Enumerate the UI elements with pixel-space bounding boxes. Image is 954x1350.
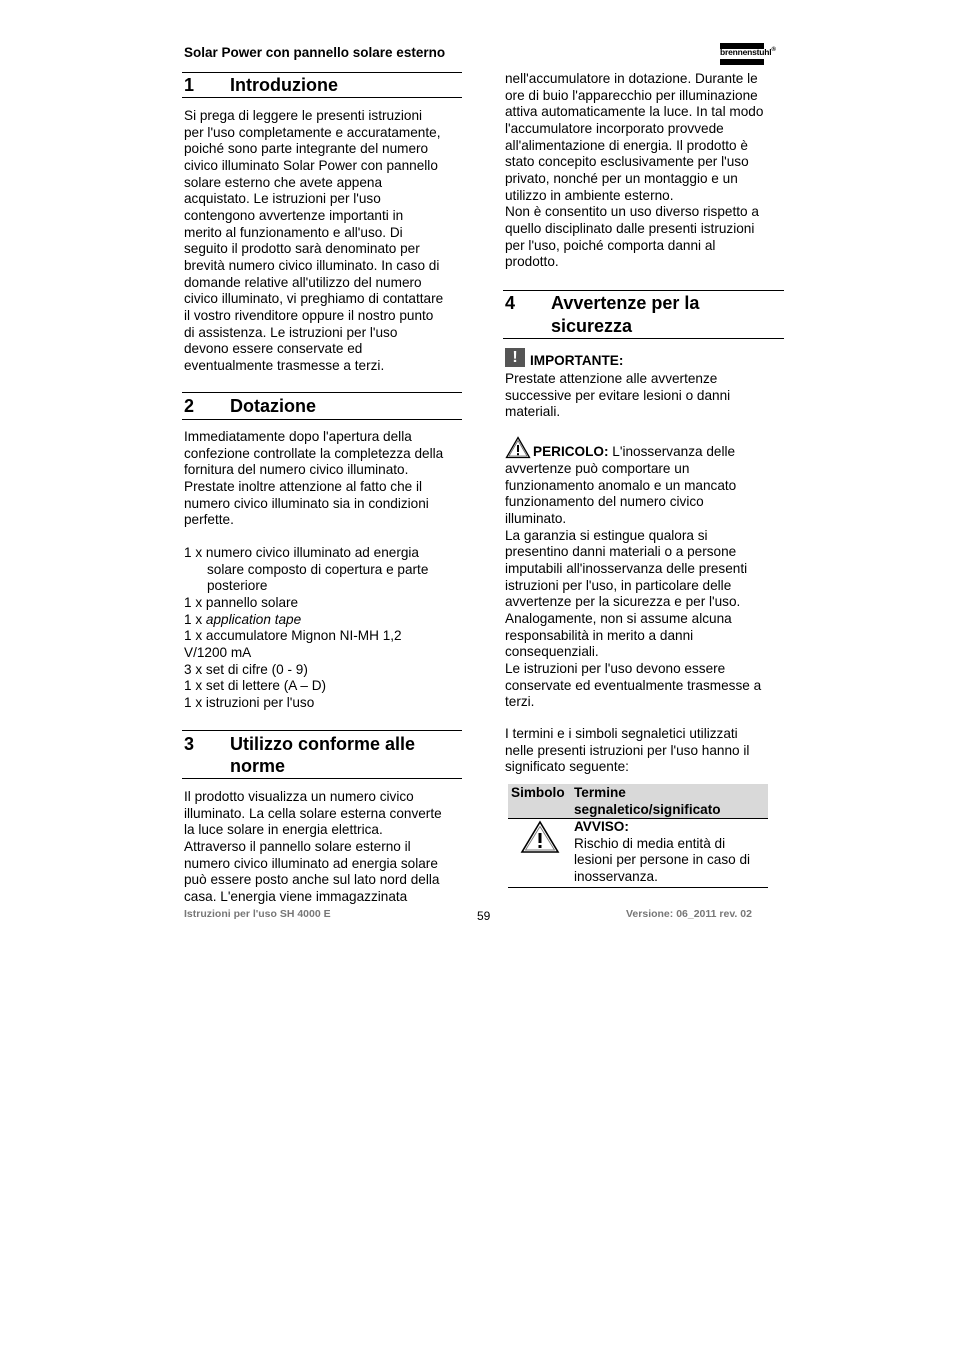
- text-line: di assistenza. Le istruzioni per l'uso: [184, 324, 398, 340]
- danger-first-line: [533, 444, 735, 461]
- text-line: Immediatamente dopo l'apertura della: [184, 429, 412, 444]
- text-line: Le istruzioni per l'uso devono essere: [505, 660, 726, 676]
- section-title: Dotazione: [230, 396, 317, 416]
- section-title: Introduzione: [230, 75, 338, 95]
- danger-label: PERICOLO:: [533, 444, 609, 459]
- text-line: istruzioni per l'uso, in particolare delle: [505, 577, 732, 593]
- text-line: solare esterno che avete appena: [184, 174, 383, 190]
- table-header-term: [574, 785, 764, 818]
- section-3-text: [184, 789, 464, 906]
- list-item: 1 x pannello solare: [184, 594, 299, 610]
- text-line: lesioni per persone in caso di: [574, 852, 751, 868]
- registered-mark: ®: [771, 47, 776, 54]
- text-line: seguito il prodotto sarà denominato per: [184, 241, 420, 257]
- text-line: Si prega di leggere le presenti istruzioni: [184, 108, 423, 123]
- text-line: responsabilità in merito a danni: [505, 627, 694, 643]
- text-line: consequenziali.: [505, 644, 599, 660]
- text-line: civico illuminato, vi preghiamo di contattare: [184, 291, 444, 307]
- section-title: Utilizzo conforme alle: [230, 734, 416, 754]
- text-line: ore di buio l'apparecchio per illuminazione: [505, 87, 758, 103]
- text-line: poiché sono parte integrante del numero: [184, 141, 429, 157]
- section-title: sicurezza: [551, 316, 633, 336]
- section-number: 3: [184, 734, 195, 754]
- text-line: l'accumulatore incorporato provvede: [505, 120, 724, 136]
- list-item: 1 x istruzioni per l'uso: [184, 694, 315, 710]
- list-item: [184, 612, 464, 629]
- section-title: Avvertenze per la: [551, 293, 700, 313]
- section-number: 4: [505, 293, 516, 313]
- signal-word: AVVISO:: [574, 819, 629, 834]
- text-line: domande relative all'utilizzo del numero: [184, 274, 422, 290]
- text-line: imputabili all'inosservanza delle presenti: [505, 560, 748, 576]
- section-2-heading: [182, 392, 462, 420]
- text-line: presentino danni materiali o a persone: [505, 544, 737, 560]
- section-1-text: [184, 108, 464, 375]
- text-line: funzionamento del numero civico: [505, 494, 704, 510]
- text-line: attiva automaticamente la luce. In tal modo: [505, 104, 764, 120]
- section-3-heading: [182, 730, 462, 779]
- text-line: Attraverso il pannello solare esterno il: [184, 838, 411, 854]
- list-item-continuation: posteriore: [207, 578, 268, 594]
- text-line: inosservanza.: [574, 868, 658, 884]
- footer-manual-id: Istruzioni per l'uso SH 4000 E: [184, 908, 331, 920]
- table-header-row: [508, 784, 768, 819]
- text-line: perfette.: [184, 512, 234, 528]
- list-item-italic: application tape: [205, 611, 302, 627]
- important-label: IMPORTANTE:: [530, 353, 624, 368]
- text-line: avvertenze per la sicurezza e per l'uso.: [505, 594, 741, 610]
- text-line: confezione controllate la completezza della: [184, 445, 444, 461]
- danger-text: [505, 461, 785, 711]
- contents-list: [184, 545, 464, 712]
- text-line: funzionamento anomalo e un mancato: [505, 477, 737, 493]
- text-line: numero civico illuminato ad energia solare: [184, 855, 438, 871]
- text-line: civico illuminato Solar Power con pannello: [184, 157, 438, 173]
- symbols-intro: [505, 726, 785, 776]
- text-line: privato, nonché per un montaggio e un: [505, 170, 738, 186]
- text-line: terzi.: [505, 694, 535, 710]
- brand-text: brennenstuhl: [720, 47, 772, 57]
- list-item: 1 x set di lettere (A – D): [184, 678, 327, 694]
- text-line: la luce solare in energia elettrica.: [184, 822, 383, 838]
- text-line: I termini e i simboli segnaletici utilizzati: [505, 726, 738, 741]
- list-item-prefix: 1 x: [184, 611, 206, 627]
- important-text: [505, 371, 785, 421]
- text-line: Prestate inoltre attenzione al fatto che il: [184, 478, 423, 494]
- text-line: può essere posto anche sul lato nord della: [184, 872, 440, 888]
- text-line: materiali.: [505, 404, 561, 420]
- text-line: il vostro rivenditore oppure il nostro punto: [184, 307, 434, 323]
- text-line: avvertenze può comportare un: [505, 461, 690, 476]
- text-line: eventualmente trasmesse a terzi.: [184, 357, 385, 373]
- text-line: nelle presenti istruzioni per l'uso hanno il: [505, 742, 750, 758]
- text-line: per l'uso completamente e accuratamente,: [184, 124, 441, 140]
- list-item-continuation: solare composto di copertura e parte: [207, 561, 429, 577]
- section-3-continued: [505, 71, 785, 271]
- table-cell-meaning: [574, 819, 768, 885]
- text-line: acquistato. Le istruzioni per l'uso: [184, 191, 381, 207]
- list-item: 1 x accumulatore Mignon NI-MH 1,2: [184, 628, 402, 644]
- section-title: norme: [230, 756, 286, 776]
- text-line: illuminato.: [505, 510, 567, 526]
- text-line: Il prodotto visualizza un numero civico: [184, 789, 414, 804]
- section-number: 1: [184, 75, 195, 95]
- header-line: Termine: [574, 785, 626, 800]
- text-line: merito al funzionamento e all'uso. Di: [184, 224, 403, 240]
- text-line: utilizzo in ambiente esterno.: [505, 187, 674, 203]
- text-line: prodotto.: [505, 254, 559, 270]
- text-line: nell'accumulatore in dotazione. Durante le: [505, 71, 758, 86]
- text-line: fornitura del numero civico illuminato.: [184, 462, 409, 478]
- text-line: Prestate attenzione alle avvertenze: [505, 371, 718, 386]
- table-header-symbol: Simbolo: [511, 785, 565, 800]
- document-title: Solar Power con pannello solare esterno: [184, 45, 446, 60]
- text-line: brevità numero civico illuminato. In caso di: [184, 257, 440, 273]
- table-row: [508, 819, 768, 888]
- header-line: segnaletico/significato: [574, 801, 721, 817]
- text-line: Non è consentito un uso diverso rispetto a: [505, 204, 759, 220]
- footer-version: Versione: 06_2011 rev. 02: [626, 908, 752, 920]
- text-line: Rischio di media entità di: [574, 835, 726, 851]
- text-line: contengono avvertenze importanti in: [184, 207, 404, 223]
- text-line: significato seguente:: [505, 759, 629, 775]
- danger-first-text: L'inosservanza delle: [608, 444, 736, 459]
- list-item: 1 x numero civico illuminato ad energia: [184, 545, 419, 560]
- section-1-heading: [182, 72, 462, 98]
- text-line: casa. L'energia viene immagazzinata: [184, 888, 408, 904]
- text-line: all'alimentazione di energia. Il prodotto è: [505, 137, 748, 153]
- list-item: 3 x set di cifre (0 - 9): [184, 661, 308, 677]
- important-icon: !: [505, 348, 525, 367]
- text-line: successive per evitare lesioni o danni: [505, 387, 731, 403]
- section-4-heading: [503, 290, 784, 339]
- page-number: 59: [477, 909, 491, 923]
- text-line: stato concepito esclusivamente per l'uso: [505, 154, 749, 170]
- logo-bar-bottom: [720, 59, 764, 65]
- text-line: illuminato. La cella solare esterna converte: [184, 805, 442, 821]
- list-item-continuation: V/1200 mA: [184, 644, 252, 660]
- section-2-text: [184, 429, 464, 529]
- text-line: quello disciplinato dalle presenti istruzioni: [505, 220, 755, 236]
- text-line: conservate ed eventualmente trasmesse a: [505, 677, 762, 693]
- text-line: Analogamente, non si assume alcuna: [505, 610, 732, 626]
- warning-triangle-icon: [505, 436, 531, 459]
- section-number: 2: [184, 396, 195, 416]
- text-line: La garanzia si estingue qualora si: [505, 527, 708, 543]
- text-line: numero civico illuminato sia in condizioni: [184, 495, 429, 511]
- text-line: per l'uso, poiché comporta danni al: [505, 237, 716, 253]
- text-line: devono essere conservate ed: [184, 341, 363, 357]
- warning-triangle-icon: [520, 820, 560, 854]
- brand-name: [720, 47, 776, 57]
